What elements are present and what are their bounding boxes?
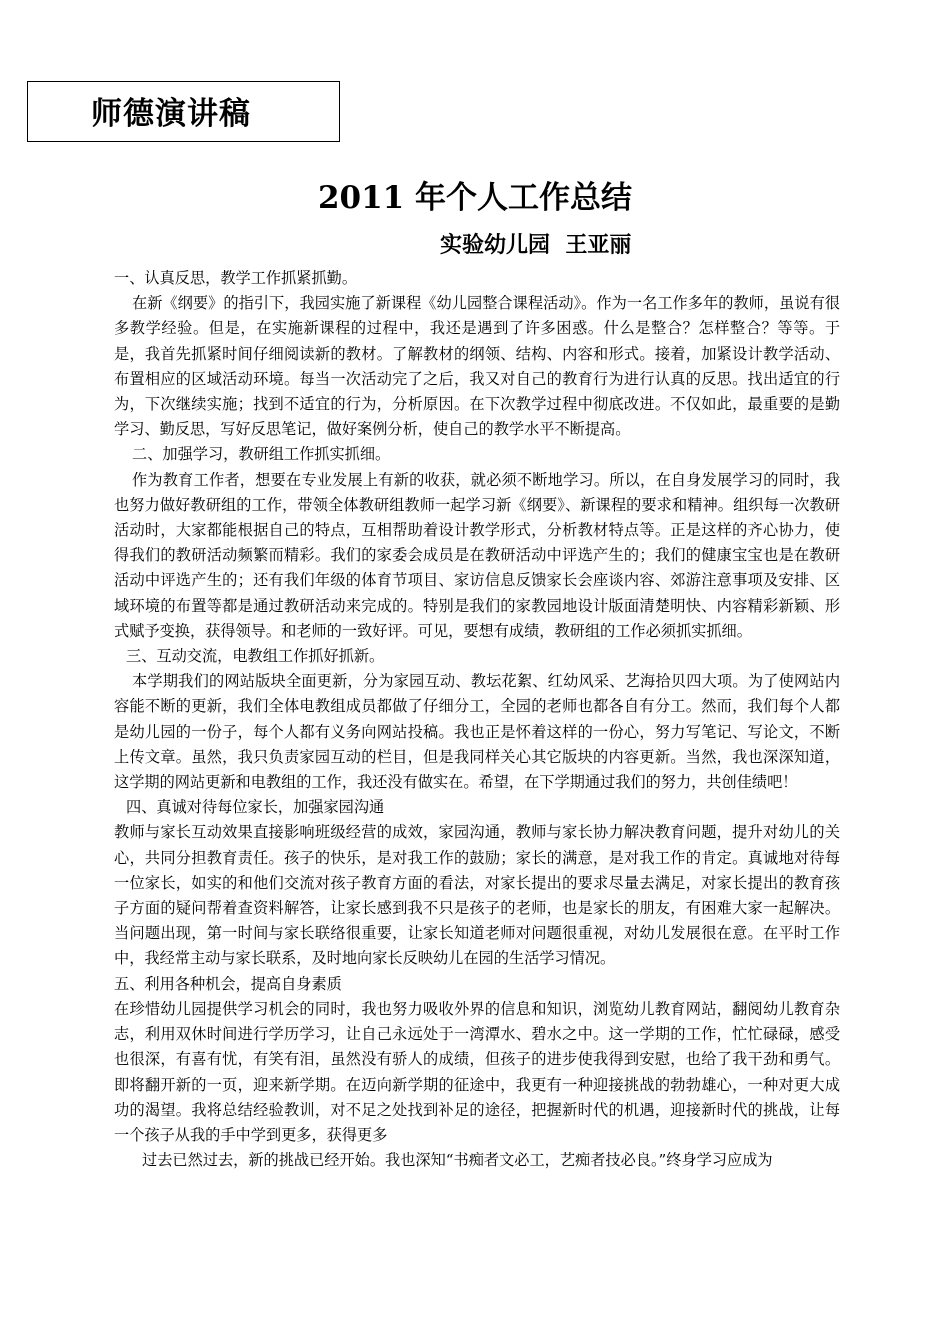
document-body <box>114 266 840 1173</box>
section-heading-4: 四、真诚对待每位家长，加强家园沟通 <box>126 798 385 817</box>
section-paragraph-3: 本学期我们的网站版块全面更新，分为家园互动、教坛花絮、红幼风采、艺海拾贝四大项。为了使网站内容能不断的更新，我们全体电教组成员都做了仔细分工，全园的老师也都各自有分工。然而，我们每个人都是幼儿园的一份子，每个人都有义务向网站投稿。我也正是怀着这样的一份心，努力写笔记、写论文，不断上传文章。虽然，我只负责家园互动的栏目，但是我同样关心其它版块的内容更新。当然，我也深深知道，这学期的网站更新和电教组的工作，我还没有做实在。希望，在下学期通过我们的努力，共创佳绩吧！ <box>114 672 840 792</box>
document-author: 实验幼儿园 王亚丽 <box>440 232 632 258</box>
section-heading-1: 一、认真反思，教学工作抓紧抓勤。 <box>114 269 357 287</box>
section-paragraph-1: 在新《纲要》的指引下，我园实施了新课程《幼儿园整合课程活动》。作为一名工作多年的教师，虽说有很多教学经验。但是，在实施新课程的过程中，我还是遇到了许多困惑。什么是整合？怎样整合？等等。于是，我首先抓紧时间仔细阅读新的教材。了解教材的纲领、结构、内容和形式。接着，加紧设计教学活动、布置相应的区域活动环境。每当一次活动完了之后，我又对自己的教育行为进行认真的反思。找出适宜的行为，下次继续实施；找到不适宜的行为，分析原因。在下次教学过程中彻底改进。不仅如此，最重要的是勤学习、勤反思，写好反思笔记，做好案例分析，使自己的教学水平不断提高。 <box>114 294 840 439</box>
section-heading-5: 五、利用各种机会，提高自身素质 <box>114 974 342 993</box>
document-title: 2011 年个人工作总结 <box>317 180 633 216</box>
section-paragraph-2: 作为教育工作者，想要在专业发展上有新的收获，就必须不断地学习。所以，在自身发展学习的同时，我也努力做好教研组的工作，带领全体教研组教师一起学习新《纲要》、新课程的要求和精神。组织每一次教研活动时，大家都能根据自己的特点，互相帮助着设计教学形式，分析教材特点等。正是这样的齐心协力，使得我们的教研活动频繁而精彩。我们的家委会成员是在教研活动中评选产生的；我们的健康宝宝也是在教研活动中评选产生的；还有我们年级的体育节项目、家访信息反馈家长会座谈内容、郊游注意事项及安排、区域环境的布置等都是通过教研活动来完成的。特别是我们的家教园地设计版面清楚明快、内容精彩新颖、形式赋予变换，获得领导。和老师的一致好评。可见，要想有成绩，教研组的工作必须抓实抓细。 <box>114 470 840 640</box>
closing-paragraph: 过去已然过去，新的挑战已经开始。我也深知“书痴者文必工，艺痴者技必良。”终身学习应成为 <box>142 1151 773 1170</box>
section-heading-2: 二、加强学习，教研组工作抓实抓细。 <box>132 445 391 464</box>
section-paragraph-4: 教师与家长互动效果直接影响班级经营的成效，家园沟通，教师与家长协力解决教育问题，提升对幼儿的关心，共同分担教育责任。孩子的快乐，是对我工作的鼓励；家长的满意，是对我工作的肯定。真诚地对待每一位家长，如实的和他们交流对孩子教育方面的看法，对家长提出的要求尽量去满足，对家长提出的教育孩子方面的疑问帮着查资料解答，让家长感到我不只是孩子的老师，也是家长的朋友，有困难大家一起解决。当问题出现，第一时间与家长联络很重要，让家长知道老师对问题很重视，对幼儿发展很在意。在平时工作中，我经常主动与家长联系，及时地向家长反映幼儿在园的生活学习情况。 <box>114 823 840 968</box>
stamp-label: 师德演讲稿 <box>91 96 251 132</box>
section-heading-3: 三、互动交流，电教组工作抓好抓新。 <box>126 647 385 666</box>
speech-draft-stamp-box <box>27 81 340 142</box>
section-paragraph-5: 在珍惜幼儿园提供学习机会的同时，我也努力吸收外界的信息和知识，浏览幼儿教育网站，翻阅幼儿教育杂志，利用双休时间进行学历学习，让自己永远处于一湾潭水、碧水之中。这一学期的工作，忙忙碌碌，感受也很深，有喜有忧，有笑有泪，虽然没有骄人的成绩，但孩子的进步使我得到安慰，也给了我干劲和勇气。即将翻开新的一页，迎来新学期。在迈向新学期的征途中，我更有一种迎接挑战的勃勃雄心，一种对更大成功的渴望。我将总结经验教训，对不足之处找到补足的途径，把握新时代的机遇，迎接新时代的挑战，让每一个孩子从我的手中学到更多，获得更多 <box>114 999 840 1144</box>
